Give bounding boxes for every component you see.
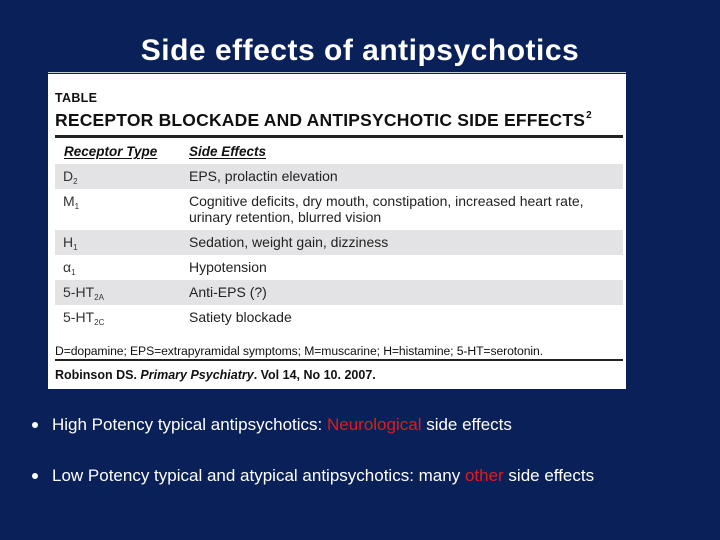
table-label: TABLE [55, 91, 98, 105]
receptor-type-text: M [63, 193, 75, 209]
receptor-type [63, 284, 104, 302]
bullet-text: Low Potency typical and atypical antipsychotics: many [52, 466, 465, 485]
receptor-type [63, 259, 76, 277]
side-effect: EPS, prolactin elevation [189, 168, 338, 184]
receptor-type-subscript: 2C [94, 318, 105, 327]
slide-title: Side effects of antipsychotics [140, 34, 580, 67]
side-effect: Sedation, weight gain, dizziness [189, 234, 389, 250]
bullet-text-tail: side effects [421, 415, 512, 434]
column-header-receptor-type: Receptor Type [64, 144, 158, 159]
table-heading [55, 110, 592, 131]
bullet-highlight: Neurological [326, 415, 422, 434]
side-effect: Satiety blockade [189, 309, 292, 325]
side-effect: Hypotension [189, 259, 267, 275]
bullet-item [30, 465, 690, 487]
table-heading-ref: 2 [586, 110, 592, 121]
receptor-type [63, 193, 79, 211]
receptor-type [63, 168, 78, 186]
bullet-dot-icon [32, 473, 38, 479]
table-body [55, 164, 623, 330]
receptor-type-text: D [63, 168, 74, 184]
receptor-type-subscript: 1 [74, 202, 80, 211]
receptor-type-text: 5-HT [63, 309, 95, 325]
bullet-text: High Potency typical antipsychotics: [52, 415, 327, 434]
receptor-type-subscript: 1 [73, 243, 78, 252]
receptor-type [63, 234, 78, 252]
title-divider [48, 72, 626, 73]
column-header-side-effects: Side Effects [189, 144, 267, 159]
receptor-type-subscript: 2 [73, 177, 78, 186]
citation-author: Robinson DS. [55, 368, 141, 382]
table-row [55, 189, 623, 230]
table-footnote: D=dopamine; EPS=extrapyramidal symptoms; M=muscarine; H=histamine; 5-HT=serotonin. [55, 344, 543, 358]
receptor-type-subscript: 1 [71, 268, 76, 277]
table-row [55, 280, 623, 305]
receptor-type [63, 309, 104, 327]
bullet-highlight: other [464, 466, 504, 485]
table-row [55, 230, 623, 255]
table-row [55, 164, 623, 189]
table-row [55, 255, 623, 280]
bullet-item [30, 414, 690, 436]
bullet-text-tail: side effects [503, 466, 595, 485]
table-heading-text: RECEPTOR BLOCKADE AND ANTIPSYCHOTIC SIDE EFFECTS [55, 110, 586, 130]
side-effect: Anti-EPS (?) [189, 284, 267, 300]
table-top-rule [55, 135, 623, 138]
bullet-dot-icon [32, 422, 38, 428]
receptor-type-text: H [63, 234, 74, 250]
table-bottom-rule [55, 359, 623, 361]
table-citation [55, 368, 376, 382]
table-row [55, 305, 623, 330]
receptor-type-subscript: 2A [94, 293, 104, 302]
side-effect: Cognitive deficits, dry mouth, constipation, increased heart rate, urinary retention, blurred vision [189, 193, 584, 225]
citation-details: . Vol 14, No 10. 2007. [253, 368, 376, 382]
receptor-type-text: α [63, 259, 72, 275]
bullet-list [30, 414, 690, 487]
receptor-type-text: 5-HT [63, 284, 95, 300]
citation-journal: Primary Psychiatry [140, 368, 254, 382]
receptor-table-figure [48, 74, 626, 389]
